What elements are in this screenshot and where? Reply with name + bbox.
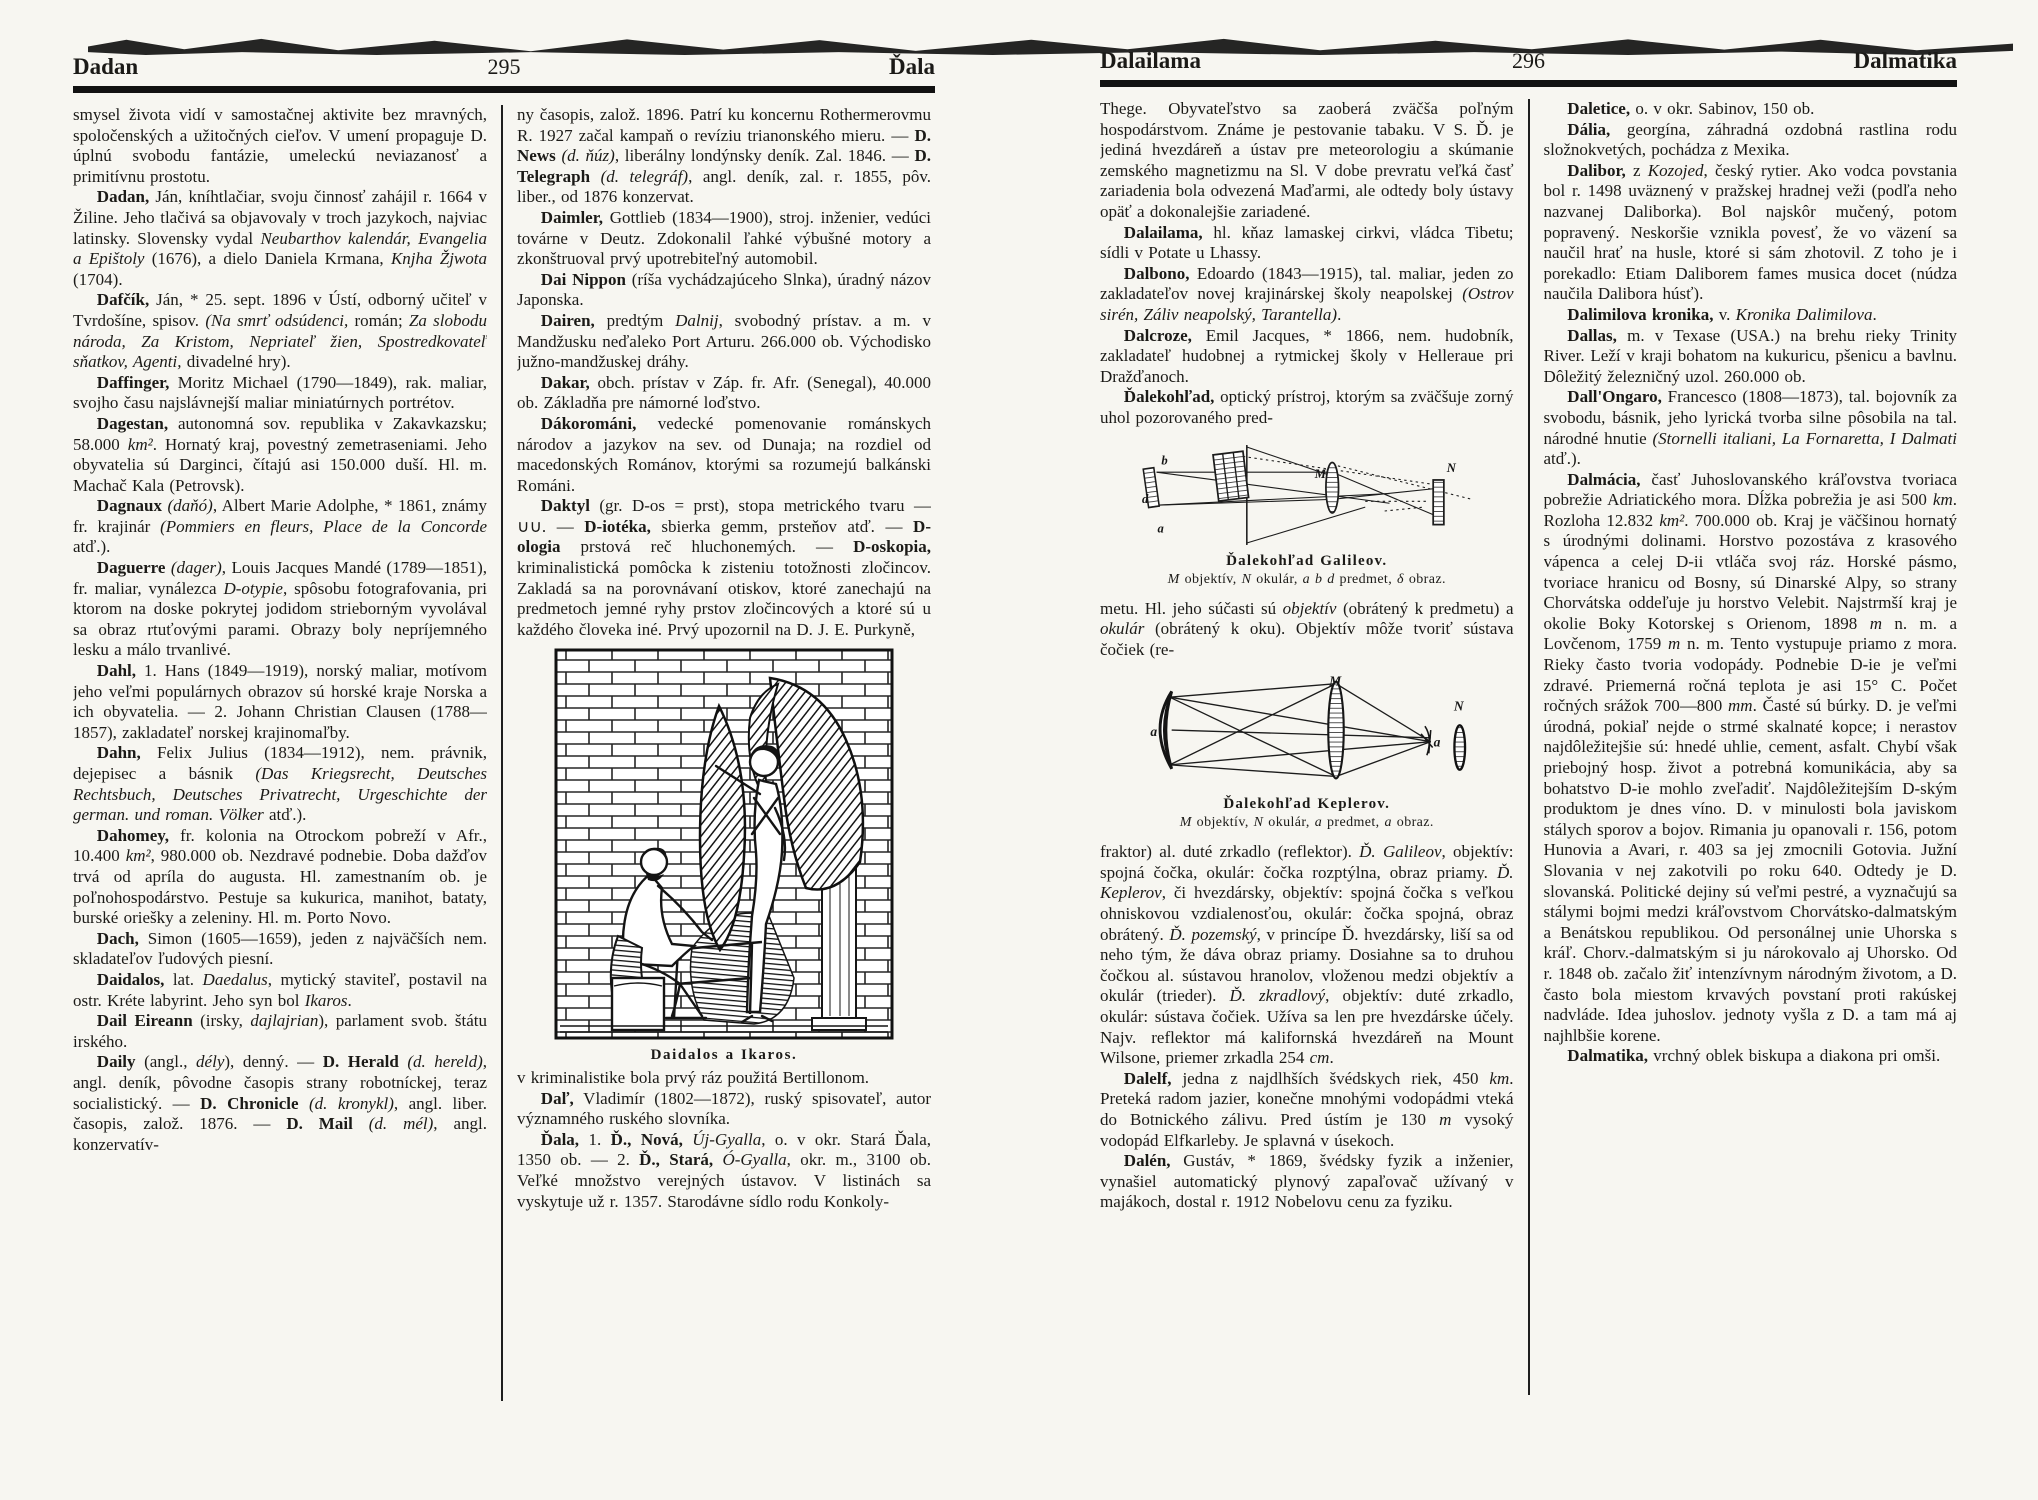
entry-paragraph: Dalailama, hl. kňaz lamaskej cirkvi, vládca Tibetu; sídli v Potate u Lhassy.	[1100, 222, 1514, 263]
entry-paragraph: Daletice, o. v okr. Sabinov, 150 ob.	[1567, 99, 1815, 118]
daidalos-caption: Daidalos a Ikaros.	[650, 1047, 798, 1064]
entry-paragraph: Dallas, m. v Texase (USA.) na brehu rieky Trinity River. Leží v kraji bohatom na kukuricu, pšenicu a bavlnu. Dôležitý železničný uzol. 260.000 ob.	[1543, 325, 1957, 386]
daidalos-ikaros-woodcut	[554, 648, 894, 1040]
label-objective: M	[1328, 674, 1342, 689]
header-last-entry: Dalmatika	[1853, 48, 1957, 73]
galileo-telescope-figure	[1100, 443, 1514, 589]
column-divider-rule	[501, 105, 503, 1401]
entry-paragraph: Dadan, Ján, kníhtlačiar, svoju činnosť zahájil r. 1664 v Žiline. Jeho tlačivá sa objavovaly v troch jazykoch, najviac latinsky. Slovensky vydal Neubarthov kalendár, Evangelia a Epištoly (1676), a dielo Daniela Krmana, Knjha Žjwota (1704).	[73, 187, 487, 289]
entry-paragraph: Dalimilova kronika, v. Kronika Dalimilova.	[1567, 304, 1877, 324]
columns-left-page	[73, 105, 935, 1405]
entry-paragraph: Daidalos, lat. Daedalus, mytický staviteľ, postavil na ostr. Kréte labyrint. Jeho syn bol Ikaros.	[73, 969, 487, 1010]
page-left	[73, 54, 935, 1405]
column-3	[1100, 99, 1514, 1399]
entry-paragraph: Dafčík, Ján, * 25. sept. 1896 v Ústí, odborný učiteľ v Tvrdošíne, spisov. (Na smrť odsúdenci, román; Za slobodu národa, Za Kristom, Nepriateľ žien, Spostredkovateľ sňatkov, Agenti, divadelné hry).	[73, 290, 487, 372]
entry-paragraph: Daguerre (dager), Louis Jacques Mandé (1789—1851), fr. maliar, vynálezca D-otypie, spôsobu fotografovania, pri ktorom na doske pokrytej jodidom strieborným vyvolával sa obraz rtuťovými parami. Obrazy boly nepríjemného lesku a málo trvanlivé.	[73, 558, 487, 660]
entry-paragraph: Ďalekohľad, optický prístroj, ktorým sa zväčšuje zorný uhol pozorovaného pred-	[1100, 387, 1514, 427]
entry-paragraph: Dakar, obch. prístav v Záp. fr. Afr. (Senegal), 40.000 ob. Základňa pre námorné loďstvo.	[517, 372, 931, 413]
daidalos-ikaros-illustration	[517, 648, 931, 1066]
entry-paragraph: Dalbono, Edoardo (1843—1915), tal. maliar, jeden zo zakladateľov novej krajinárskej školy neapolskej (Ostrov sirén, Záliv neapolský, Tarantella).	[1100, 263, 1514, 324]
entry-paragraph: Dahn, Felix Julius (1834—1912), nem. právnik, dejepisec a básnik (Das Kriegsrecht, Deutsches Rechtsbuch, Deutsches Privatrecht, Urgeschichte der german. und roman. Völker atď.).	[73, 743, 487, 825]
entry-continuation: v kriminalistike bola prvý ráz použitá Bertillonom.	[517, 1068, 870, 1088]
entry-paragraph: Dalcroze, Emil Jacques, * 1866, nem. hudobník, zakladateľ hudobnej a rytmickej školy v Helleraue pri Dražďanoch.	[1100, 325, 1514, 386]
label-ocular: N	[1446, 460, 1456, 475]
label-objective: M	[1314, 466, 1326, 481]
entry-paragraph: Dagnaux (daňó), Albert Marie Adolphe, * 1861, známy fr. krajinár (Pommiers en fleurs, Place de la Concorde atď.).	[73, 496, 487, 557]
entry-paragraph: Dagestan, autonomná sov. republika v Zakavkazsku; 58.000 km². Hornatý kraj, povestný zemetraseniami. Jeho obyvatelia sú Darginci, čítajú asi 150.000 duší. Hl. m. Machač Kala (Petrovsk).	[73, 413, 487, 495]
entry-paragraph: Dahl, 1. Hans (1849—1919), norský maliar, motívom jeho veľmi populárnych obrazov sú horské kraje Norska a ich obyvatelia. — 2. Johann Christian Clausen (1788—1857), zakladateľ norskej krajinomaľby.	[73, 661, 487, 742]
entry-paragraph: Dalmácia, časť Juhoslovanského kráľovstva tvoriaca pobrežie Adriatického mora. Dĺžka pobrežia je asi 500 km. Rozloha 12.832 km². 700.000 ob. Kraj je väčšinou hornatý s úrodnými dolinami. Horstvo pozostáva z krasového vápenca a celej D-ii vtláča svoj ráz. Horské pásmo, tvoriace hranicu od Bosny, sú Dinarské Alpy, so strany Chorvátska oddeľuje ju horstvo Velebit. Najstrmší kraj je okolie Boky Kotorskej s Orienom, 1898 m n. m. a Lovčenom, 1759 m n. m. Tento vystupuje priamo z mora. Rieky často tvoria vodopády. Podnebie D-ie je veľmi zdravé. Priemerná ročná teplota je asi 15° C. Počet ročných srážok 700—800 mm. Časté sú búrky. D. je veľmi úrodná, pokiaľ nejde o strmé skalnaté kopce; i nerastov najdôležitejšie sú: hnedé uhlie, cement, asfalt. Chybí však priebojný hosp. život a potrebná komunikácia, aby sa bohatstvo D-ie mohlo zveľadiť. Najdôležitejším D-ským produktom je dnes víno. D. v minulosti bola javiskom stálych sporov a bojov. Rimania ju opanovali r. 156, potom Hunovia a Avari, r. 403 sa jej zmocnili Gotovia. Južní Slovania v nej zakotvili po roku 640. Odtedy je D. slovanská. Politické dejiny sú veľmi pestré, a vyznačujú sa stálymi bojmi medzi kráľovstvom Chorvátsko-dalmatským a Benátskou republikou. Od personálnej unie Uhorska s kráľ. Chorv.-dalmatským si ju nárokovalo aj Uhorsko. Od r. 1848 ob. začalo žiť intenzívnym národným životom, a D. často bola miestom krvavých povstaní proti rakúskej nadvláde. Idea juhoslov. jednoty vyšla z D. a tam má aj najhlbšie korene.	[1543, 469, 1957, 1045]
entry-continuation: ny časopis, založ. 1896. Patrí ku koncernu Rothermerovmu R. 1927 začal kampaň o revíziu trianonského mieru. — D. News (d. ňúz), liberálny londýnsky deník. Zal. 1846. — D. Telegraph (d. telegráf), angl. deník, zal. r. 1855, pôv. liber., od 1876 konzervat.	[517, 105, 931, 207]
galileo-caption-legend: M objektív, N okulár, a b d predmet, δ obraz.	[1167, 571, 1446, 587]
entry-paragraph: Daimler, Gottlieb (1834—1900), stroj. inženier, vedúci továrne v Deutz. Zdokonalil ľahké výbušné motory a zkonštruoval prvý upotrebiteľný automobil.	[517, 207, 931, 269]
header-rule	[73, 86, 935, 93]
entry-paragraph: Dai Nippon (ríša vychádzajúceho Slnka), úradný názov Japonska.	[517, 269, 931, 310]
entry-paragraph: Dákorománi, vedecké pomenovanie románskych národov a jazykov na sev. od Dunaja; na rozdiel od macedonských Románov, ktorými sa rozumejú balkánski Románi.	[517, 413, 931, 495]
entry-continuation: smysel života vidí v samostačnej aktivite bez mravných, spoločenských a užitočných cieľov. V umení propaguje D. úplnú svobodu fantázie, umeleckú neviazanosť a primitívnu prostotu.	[73, 105, 487, 186]
label-image: a	[1433, 734, 1441, 750]
header-first-entry: Dadan	[73, 54, 139, 79]
entry-paragraph: Dalelf, jedna z najdlhších švédskych riek, 450 km. Preteká radom jazier, konečne mnohými vodopádmi vteká do Botnického zálivu. Pred ústím je 130 m vysoký vodopád Elfkarleby. Je splavná v úsekoch.	[1100, 1068, 1514, 1150]
entry-paragraph: Daily (angl., dély), denný. — D. Herald (d. hereld), angl. deník, pôvodne časopis strany robotníckej, teraz socialistický. — D. Chronicle (d. kronykl), angl. liber. časopis, založ. 1876. — D. Mail (d. mél), angl. konzervatív-	[73, 1052, 487, 1154]
label-a: a	[1157, 520, 1164, 535]
galileo-telescope-diagram	[1142, 443, 1472, 547]
entry-continuation: Thege. Obyvateľstvo sa zaoberá zväčša poľným hospodárstvom. Známe je pestovanie tabaku. V S. Ď. je jediná hvezdáreň a ústav pre meteorologiu a skúmanie zemského magnetizmu na Sl. V dobe prevratu veľká časť zariadenia bola odvezená Maďarmi, ale odtedy boly ústavy opäť a dokonalejšie zariadené.	[1100, 99, 1514, 221]
entry-paragraph: Dália, georgína, záhradná ozdobná rastlina rodu složnokvetých, pochádza z Mexika.	[1543, 119, 1957, 160]
label-d: d	[1141, 491, 1149, 506]
galileo-caption	[1100, 552, 1514, 589]
page-number: 296	[1512, 48, 1545, 73]
page-number: 295	[487, 54, 521, 79]
column-1	[73, 105, 487, 1405]
kepler-telescope-figure	[1100, 674, 1514, 832]
entry-paragraph: Dail Eireann (irsky, dajlajrian), parlament svob. štátu irského.	[73, 1011, 487, 1051]
entry-paragraph: Dall'Ongaro, Francesco (1808—1873), tal. bojovník za svobodu, básnik, jeho lyrická tvorba silne pôsobila na tal. národné hnutie (Stornelli italiani, La Fornaretta, I Dalmati atď.).	[1543, 387, 1957, 469]
kepler-caption	[1100, 795, 1514, 832]
label-b: b	[1161, 452, 1168, 467]
entry-paragraph: Dach, Simon (1605—1659), jeden z najväčších nem. skladateľov ľudových piesní.	[73, 928, 487, 969]
entry-paragraph: Dalmatika, vrchný oblek biskupa a diakona pri omši.	[1567, 1046, 1941, 1066]
label-object: a	[1150, 724, 1157, 740]
header-first-entry: Dalailama	[1100, 48, 1201, 73]
page-header-left	[73, 54, 935, 84]
entry-paragraph: Dairen, predtým Dalnij, svobodný prístav. a m. v Mandžusku neďaleko Port Arturu. 266.000 ob. Východisko južno-mandžuskej dráhy.	[517, 310, 931, 372]
page-header-right	[1100, 48, 1957, 78]
columns-right-page	[1100, 99, 1957, 1399]
galileo-caption-title: Ďalekohľad Galileov.	[1226, 552, 1388, 569]
entry-paragraph: Daffinger, Moritz Michael (1790—1849), rak. maliar, svojho času najslávnejší maliar miniatúrnych portrétov.	[73, 372, 487, 413]
page-right	[1100, 48, 1957, 1399]
entry-continuation: metu. Hl. jeho súčasti sú objektív (obrátený k predmetu) a okulár (obrátený k oku). Objektív môže tvoriť sústava čočiek (re-	[1100, 598, 1514, 659]
entry-paragraph: Daľ, Vladimír (1802—1872), ruský spisovateľ, autor významného ruského slovníka.	[517, 1088, 931, 1129]
entry-paragraph: Dahomey, fr. kolonia na Otrockom pobreží v Afr., 10.400 km², 980.000 ob. Nezdravé podnebie. Doba dažďov trvá od apríla do augusta. Hl. zamestnaním ob. je poľnohospodárstvo. Pestuje sa kukurica, manihot, bataty, burské oriešky a zeleniny. Hl. m. Porto Novo.	[73, 825, 487, 928]
entry-continuation: fraktor) al. duté zrkadlo (reflektor). Ď. Galileov, objektív: spojná čočka, okulár: čočka rozptýlna, obraz priamy. Ď. Keplerov, či hvezdársky, objektív: spojná čočka s veľkou ohniskovou vzdialenosťou, okulár: čočka spojná, obraz obrátený. Ď. pozemský, v princípe Ď. hvezdársky, liší sa od neho tým, že dáva obraz priamy. Dosiahne sa to druhou čočkou al. sústavou hranolov, vloženou medzi objektív a okulár (trieder). Ď. zkradlový, objektív: duté zrkadlo, okulár: sústava čočiek. Užíva sa len pre hvezdárske účely. Najv. reflektor má kalifornská hvezdáreň na Mount Wilsone, priemer zrkadla 254 cm.	[1100, 842, 1514, 1068]
column-divider-rule	[1528, 99, 1530, 1395]
kepler-caption-title: Ďalekohľad Keplerov.	[1223, 796, 1391, 813]
header-last-entry: Ďala	[889, 54, 935, 79]
label-ocular: N	[1453, 699, 1464, 715]
entry-paragraph: Dalén, Gustáv, * 1869, švédsky fyzik a inženier, vynašiel automatický plynový zapaľovač užívaný v majákoch, dostal r. 1912 Nobelovu cenu za fyziku.	[1100, 1151, 1514, 1212]
header-rule	[1100, 80, 1957, 87]
column-2	[517, 105, 931, 1405]
kepler-telescope-diagram	[1142, 674, 1472, 790]
column-4	[1544, 99, 1958, 1399]
entry-paragraph: Dalibor, z Kozojed, český rytier. Ako vodca povstania bol r. 1498 uväznený v pražskej hradnej veži (podľa neho nazvanej Daliborka). Bol najskôr mučený, potom popravený. Neskoršie vznikla povesť, že vo väzení sa naučil hrať na husle, ktoré si sám zhotovil. Z toho je i porekadlo: Etiam Daliborem fames musica docet (núdza naučila Dalibora húsť).	[1543, 160, 1957, 304]
entry-paragraph: Daktyl (gr. D-os = prst), stopa metrického tvaru — ∪∪. — D-iotéka, sbierka gemm, prsteňov atď. — D-ologia prstová reč hluchonemých. — D-oskopia, kriminalistická pomôcka k zisteniu totožnosti zločincov. Zakladá sa na porovnávaní otiskov, ktoré zanechajú na predmetoch jemné ryhy prstov zločincových a ktoré sú u každého človeka iné. Prvý upozornil na D. J. E. Purkyně,	[517, 496, 931, 639]
kepler-caption-legend: M objektív, N okulár, a predmet, a obraz.	[1179, 815, 1434, 831]
entry-paragraph: Ďala, 1. Ď., Nová, Új-Gyalla, o. v okr. Stará Ďala, 1350 ob. — 2. Ď., Stará, Ó-Gyalla, okr. m., 3100 ob. Veľké množstvo verejných ústavov. V listinách sa vyskytuje už r. 1357. Starodávne sídlo rodu Konkoly-	[517, 1129, 931, 1211]
